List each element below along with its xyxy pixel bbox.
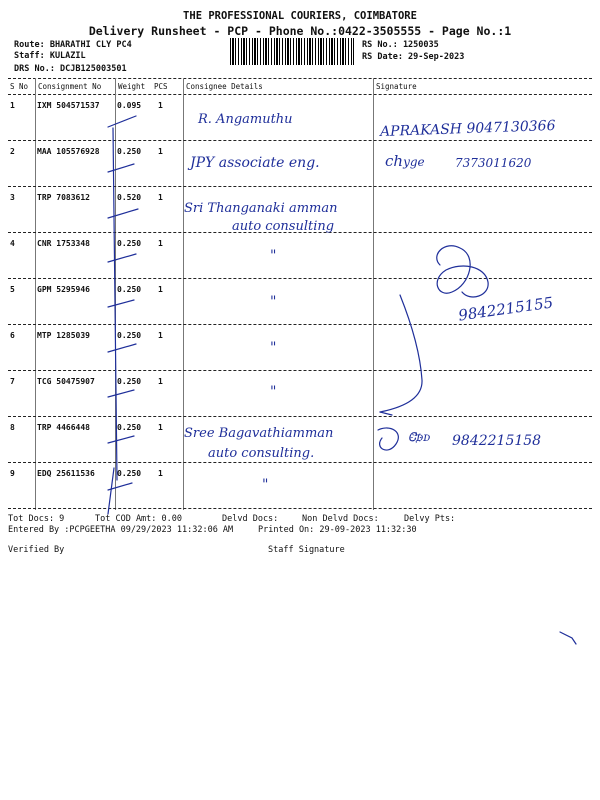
row-weight: 0.520 [117,193,142,202]
row-sno: 9 [10,469,15,478]
row-pcs: 1 [158,101,163,110]
ditto-mark: " [270,248,277,264]
row-weight: 0.250 [117,239,142,248]
col-weight: Weight [118,82,146,91]
row-sno: 5 [10,285,15,294]
row-weight: 0.250 [117,285,142,294]
handwritten-consignee: Sri Thanganaki amman [184,201,338,216]
col-sno: S No [10,82,29,91]
row-pcs: 1 [158,285,163,294]
row-pcs: 1 [158,331,163,340]
row-sno: 3 [10,193,15,202]
rs-date: RS Date: 29-Sep-2023 [362,52,465,62]
rs-number: RS No.: 1250035 [362,40,439,50]
non-delivered-docs: Non Delvd Docs: [302,514,379,524]
col-pcs: PCS [154,82,168,91]
ditto-mark: " [270,294,277,310]
drs-number: DRS No.: DCJB125003501 [14,64,127,74]
row-consignment: TRP 7083612 [37,193,90,202]
row-pcs: 1 [158,469,163,478]
delivered-docs: Delvd Docs: [222,514,279,524]
row-sno: 2 [10,147,15,156]
handwritten-consignee: auto consulting. [208,446,315,461]
ditto-mark: " [270,340,277,356]
handwritten-signature: chyge [385,152,425,170]
row-consignment: EDQ 25611536 [37,469,95,478]
handwritten-phone: 9842215155 [457,293,555,325]
staff-label: Staff: KULAZIL [14,51,86,61]
row-consignment: GPM 5295946 [37,285,90,294]
row-sno: 1 [10,101,15,110]
handwritten-consignee: R. Angamuthu [198,112,293,127]
handwritten-signature: Ꮳ҉ᴅᴅ [408,430,431,444]
row-pcs: 1 [158,147,163,156]
col-consignee: Consignee Details [186,82,263,91]
row-consignment: TRP 4466448 [37,423,90,432]
row-pcs: 1 [158,377,163,386]
total-cod-amount: Tot COD Amt: 0.00 [95,514,182,524]
total-docs: Tot Docs: 9 [8,514,65,524]
ditto-mark: " [262,477,269,493]
row-weight: 0.250 [117,377,142,386]
row-weight: 0.250 [117,147,142,156]
printed-on: Printed On: 29-09-2023 11:32:30 [258,525,417,535]
handwritten-phone: 9842215158 [452,433,542,449]
entered-by: Entered By :PCPGEETHA 09/29/2023 11:32:06 AM [8,525,234,535]
row-sno: 7 [10,377,15,386]
col-consignment: Consignment No [38,82,102,91]
row-sno: 6 [10,331,15,340]
handwritten-phone: 7373011620 [455,156,532,170]
company-name: THE PROFESSIONAL COURIERS, COIMBATORE [183,10,417,22]
runsheet-title: Delivery Runsheet - PCP - Phone No.:0422-3505555 - Page No.:1 [88,24,512,38]
row-weight: 0.250 [117,469,142,478]
staff-signature-label: Staff Signature [268,545,345,555]
route-label: Route: BHARATHI CLY PC4 [14,40,132,50]
row-consignment: IXM 504571537 [37,101,100,110]
handwritten-consignee: auto consulting [232,219,335,234]
ditto-mark: " [270,384,277,400]
row-sno: 8 [10,423,15,432]
row-pcs: 1 [158,239,163,248]
row-pcs: 1 [158,423,163,432]
row-consignment: CNR 1753348 [37,239,90,248]
handwritten-consignee: Sree Bagavathiamman [184,426,334,441]
row-weight: 0.250 [117,331,142,340]
col-signature: Signature [376,82,417,91]
delivery-points: Delvy Pts: [404,514,456,524]
row-pcs: 1 [158,193,163,202]
handwritten-consignee: JPY associate eng. [190,155,320,171]
verified-by: Verified By [8,545,65,555]
row-consignment: MTP 1285039 [37,331,90,340]
row-sno: 4 [10,239,15,248]
handwritten-signature: APRAKASH 9047130366 [379,117,556,141]
row-consignment: MAA 105576928 [37,147,100,156]
row-weight: 0.250 [117,423,142,432]
row-weight: 0.095 [117,101,142,110]
row-consignment: TCG 50475907 [37,377,95,386]
